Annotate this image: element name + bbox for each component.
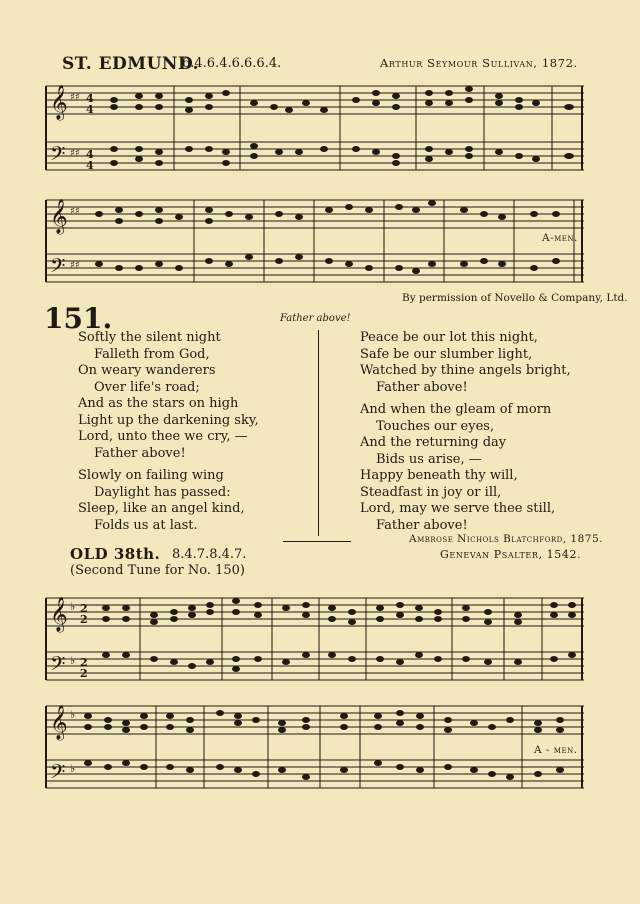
verse-line: Daylight has passed: (94, 484, 231, 500)
svg-text:2: 2 (80, 602, 88, 615)
hymn-number: 151. (44, 302, 113, 335)
tune-1-score-system-2 (44, 190, 590, 288)
verse-line: Touches our eyes, (376, 418, 495, 434)
svg-text:𝄢: 𝄢 (50, 760, 66, 788)
tune-1-name: ST. EDMUND. (62, 54, 200, 74)
tune-1-composer: Arthur Seymour Sullivan, 1872. (380, 56, 578, 70)
svg-text:4: 4 (86, 103, 94, 116)
svg-text:♭: ♭ (70, 708, 76, 721)
verse-line: Happy beneath thy will, (360, 468, 518, 483)
tune-2-meter: 8.4.7.8.4.7. (172, 547, 247, 562)
tune-2-score-system-1 (44, 588, 590, 692)
svg-text:𝄢: 𝄢 (50, 652, 66, 680)
tune-1-score-system-1 (44, 76, 590, 184)
verse-line: Bids us arise, — (376, 451, 482, 467)
svg-text:♯♯: ♯♯ (70, 92, 80, 103)
verse-line: Lord, unto thee we cry, — (78, 429, 248, 444)
verse-line: Falleth from God, (94, 346, 210, 362)
svg-text:𝄞: 𝄞 (50, 199, 68, 234)
svg-text:4: 4 (86, 148, 94, 161)
verse-line: Steadfast in joy or ill, (360, 484, 502, 500)
verse-line: And when the gleam of morn (360, 402, 552, 417)
svg-text:♭: ♭ (70, 762, 76, 775)
verse-line: On weary wanderers (78, 363, 216, 378)
hymn-author: Ambrose Nichols Blatchford, 1875. (409, 533, 603, 545)
verse-left-column (78, 330, 259, 534)
svg-text:𝄢: 𝄢 (50, 142, 66, 170)
svg-text:𝄞: 𝄞 (50, 597, 68, 632)
tune-1-amen: A-men. (542, 232, 578, 244)
tune-2-name: OLD 38th. (70, 545, 161, 563)
verse-right-column (360, 330, 571, 534)
svg-text:𝄞: 𝄞 (50, 705, 68, 740)
verse-line: Slowly on failing wing (78, 468, 224, 483)
verse-line: Softly the silent night (78, 330, 221, 345)
verse-line: And as the stars on high (78, 396, 239, 411)
verse-line: Peace be our lot this night, (360, 330, 538, 345)
verse-line: Over life's road; (94, 379, 200, 395)
svg-text:𝄞: 𝄞 (50, 85, 68, 120)
hymn-subtitle: Father above! (280, 313, 351, 324)
svg-text:♯♯: ♯♯ (70, 206, 80, 217)
column-divider (318, 330, 319, 536)
verse-line: Lord, may we serve thee still, (360, 501, 556, 516)
section-rule (283, 541, 351, 542)
svg-text:♭: ♭ (70, 654, 76, 667)
verse-line: And the returning day (360, 435, 507, 450)
svg-text:2: 2 (80, 613, 88, 626)
verse-line: Father above! (376, 379, 468, 395)
tune-2-amen: A - men. (534, 744, 578, 756)
svg-text:♭: ♭ (70, 600, 76, 613)
tune-1-meter: 6.4.6.4.6.6.6.4. (182, 56, 282, 71)
verse-line: Father above! (376, 517, 468, 533)
verse-line: Watched by thine angels bright, (360, 363, 571, 378)
svg-text:𝄢: 𝄢 (50, 254, 66, 282)
tune-2-composer: Genevan Psalter, 1542. (440, 548, 582, 561)
verse-line: Folds us at last. (94, 517, 198, 533)
svg-text:♯♯: ♯♯ (70, 260, 80, 271)
svg-text:2: 2 (80, 656, 88, 669)
verse-line: Sleep, like an angel kind, (78, 501, 245, 516)
svg-text:♯♯: ♯♯ (70, 148, 80, 159)
permission-note: By permission of Novello & Company, Ltd. (402, 292, 628, 304)
tune-2-note: (Second Tune for No. 150) (70, 563, 245, 578)
svg-text:4: 4 (86, 92, 94, 105)
verse-line: Light up the darkening sky, (78, 412, 259, 428)
svg-text:4: 4 (86, 159, 94, 172)
svg-text:2: 2 (80, 667, 88, 680)
tune-2-score-system-2 (44, 696, 590, 802)
verse-line: Safe be our slumber light, (360, 346, 533, 362)
verse-line: Father above! (94, 445, 186, 461)
